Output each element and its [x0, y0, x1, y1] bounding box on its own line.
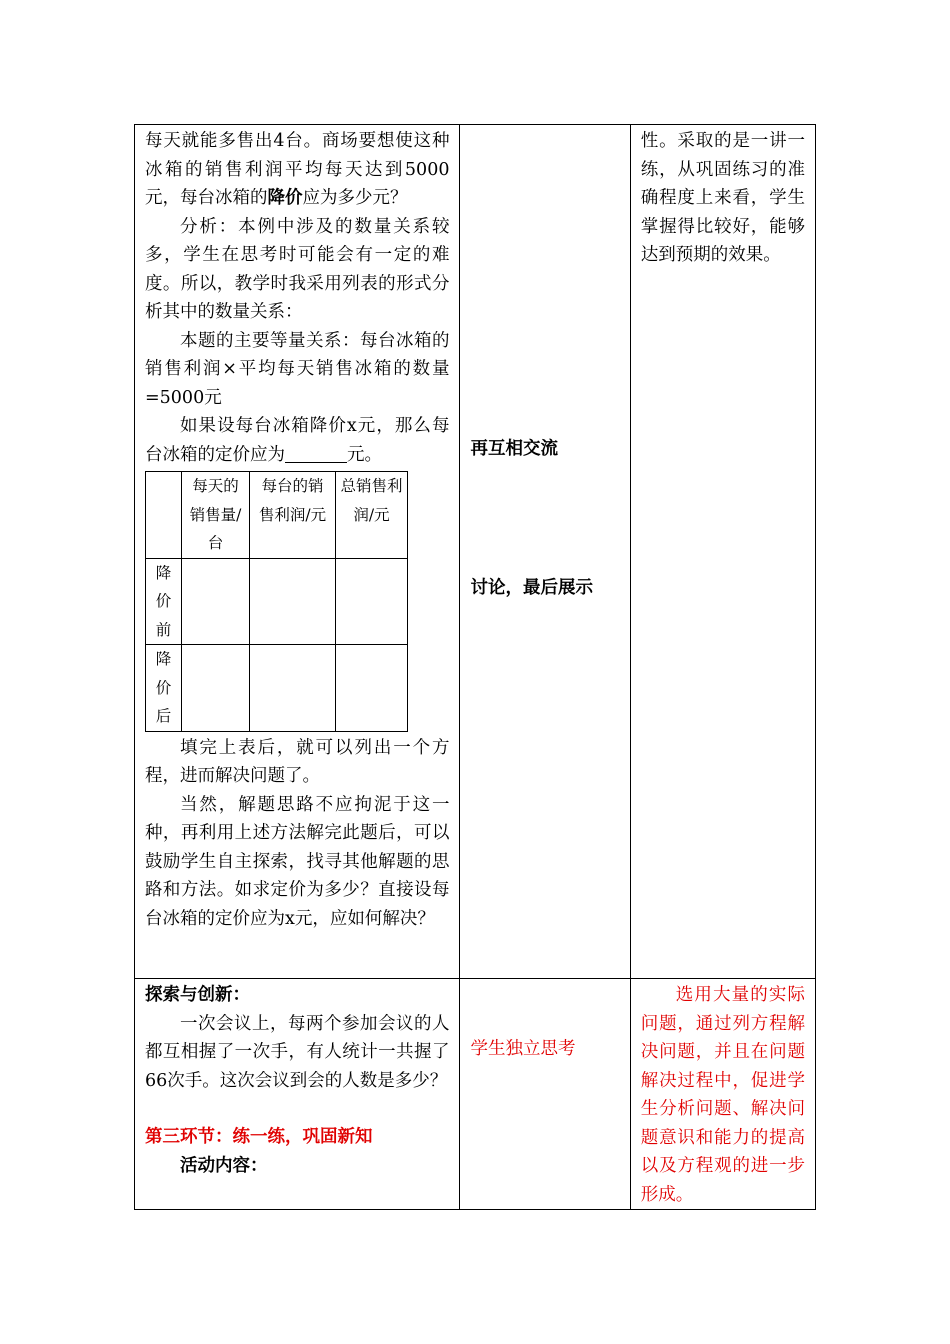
- student-activity-cell: [460, 125, 630, 979]
- extension-paragraph: 当然，解题思路不应拘泥于这一种，再利用上述方法解完此题后，可以鼓励学生自主探索，找寻其他解题的思路和方法。如求定价为多少？直接设每台冰箱的定价应为x元，应如何解决？: [145, 794, 450, 929]
- design-intent-text: 选用大量的实际问题，通过列方程解决问题，并且在问题解决过程中，促进学生分析问题、解决问题意识和能力的提高以及方程观的进一步形成。: [640, 985, 805, 1205]
- setup-paragraph: 如果设每台冰箱降价x元，那么每台冰箱的定价应为 元。: [145, 416, 450, 465]
- activity-label: 活动内容：: [180, 1155, 268, 1176]
- design-intent-cell: [630, 125, 815, 979]
- student-activity-text: 学生独立思考: [470, 1039, 576, 1059]
- activity-line-exchange: 再互相交流: [470, 439, 558, 459]
- row-label: 降价后: [146, 645, 182, 732]
- table-row: [146, 558, 408, 645]
- after-table-paragraph: 填完上表后，就可以列出一个方程，进而解决问题了。: [145, 737, 450, 786]
- table-header-row: [146, 472, 408, 559]
- table-row: [135, 125, 816, 979]
- design-intent-cell: [630, 979, 815, 1210]
- section-title: 第三环节：练一练，巩固新知: [145, 1127, 373, 1147]
- emphasis-price-cut: 降价: [267, 188, 303, 208]
- fill-in-blank: [285, 444, 347, 463]
- relation-paragraph: 本题的主要等量关系：每台冰箱的销售利润×平均每天销售冰箱的数量=5000元: [145, 330, 450, 408]
- table-cell: [336, 558, 408, 645]
- analysis-paragraph: 分析：本例中涉及的数量关系较多，学生在思考时可能会有一定的难度。所以，教学时我采用列表的形式分析其中的数量关系：: [145, 216, 450, 322]
- table-cell: [182, 558, 250, 645]
- problem-paragraph: 一次会议上，每两个参加会议的人都互相握了一次手，有人统计一共握了66次手。这次会议到会的人数是多少？: [145, 1013, 450, 1091]
- lesson-plan-table: [134, 124, 816, 1210]
- table-row: [146, 645, 408, 732]
- student-activity-cell: [460, 979, 630, 1210]
- row-label: 降价前: [146, 558, 182, 645]
- table-cell: [182, 645, 250, 732]
- analysis-table: [145, 471, 408, 732]
- problem-text: 每天就能多售出4台。商场要想使这种冰箱的销售利润平均每天达到5000元，每台冰箱的降价应为多少元？: [145, 131, 450, 208]
- table-cell: [250, 645, 336, 732]
- table-cell: [250, 558, 336, 645]
- header-cell: 每天的销售量/台: [182, 472, 250, 559]
- design-intent-text: 性。采取的是一讲一练，从巩固练习的准确程度上来看，学生掌握得比较好，能够达到预期的效果。: [640, 131, 805, 265]
- section-heading: 探索与创新：: [145, 985, 250, 1005]
- header-cell: 总销售利润/元: [336, 472, 408, 559]
- header-cell-empty: [146, 472, 182, 559]
- table-cell: [336, 645, 408, 732]
- activity-line-discuss: 讨论，最后展示: [470, 577, 593, 598]
- table-row: [135, 979, 816, 1210]
- teaching-content-cell: [135, 125, 460, 979]
- header-cell: 每台的销售利润/元: [250, 472, 336, 559]
- teaching-content-cell: [135, 979, 460, 1210]
